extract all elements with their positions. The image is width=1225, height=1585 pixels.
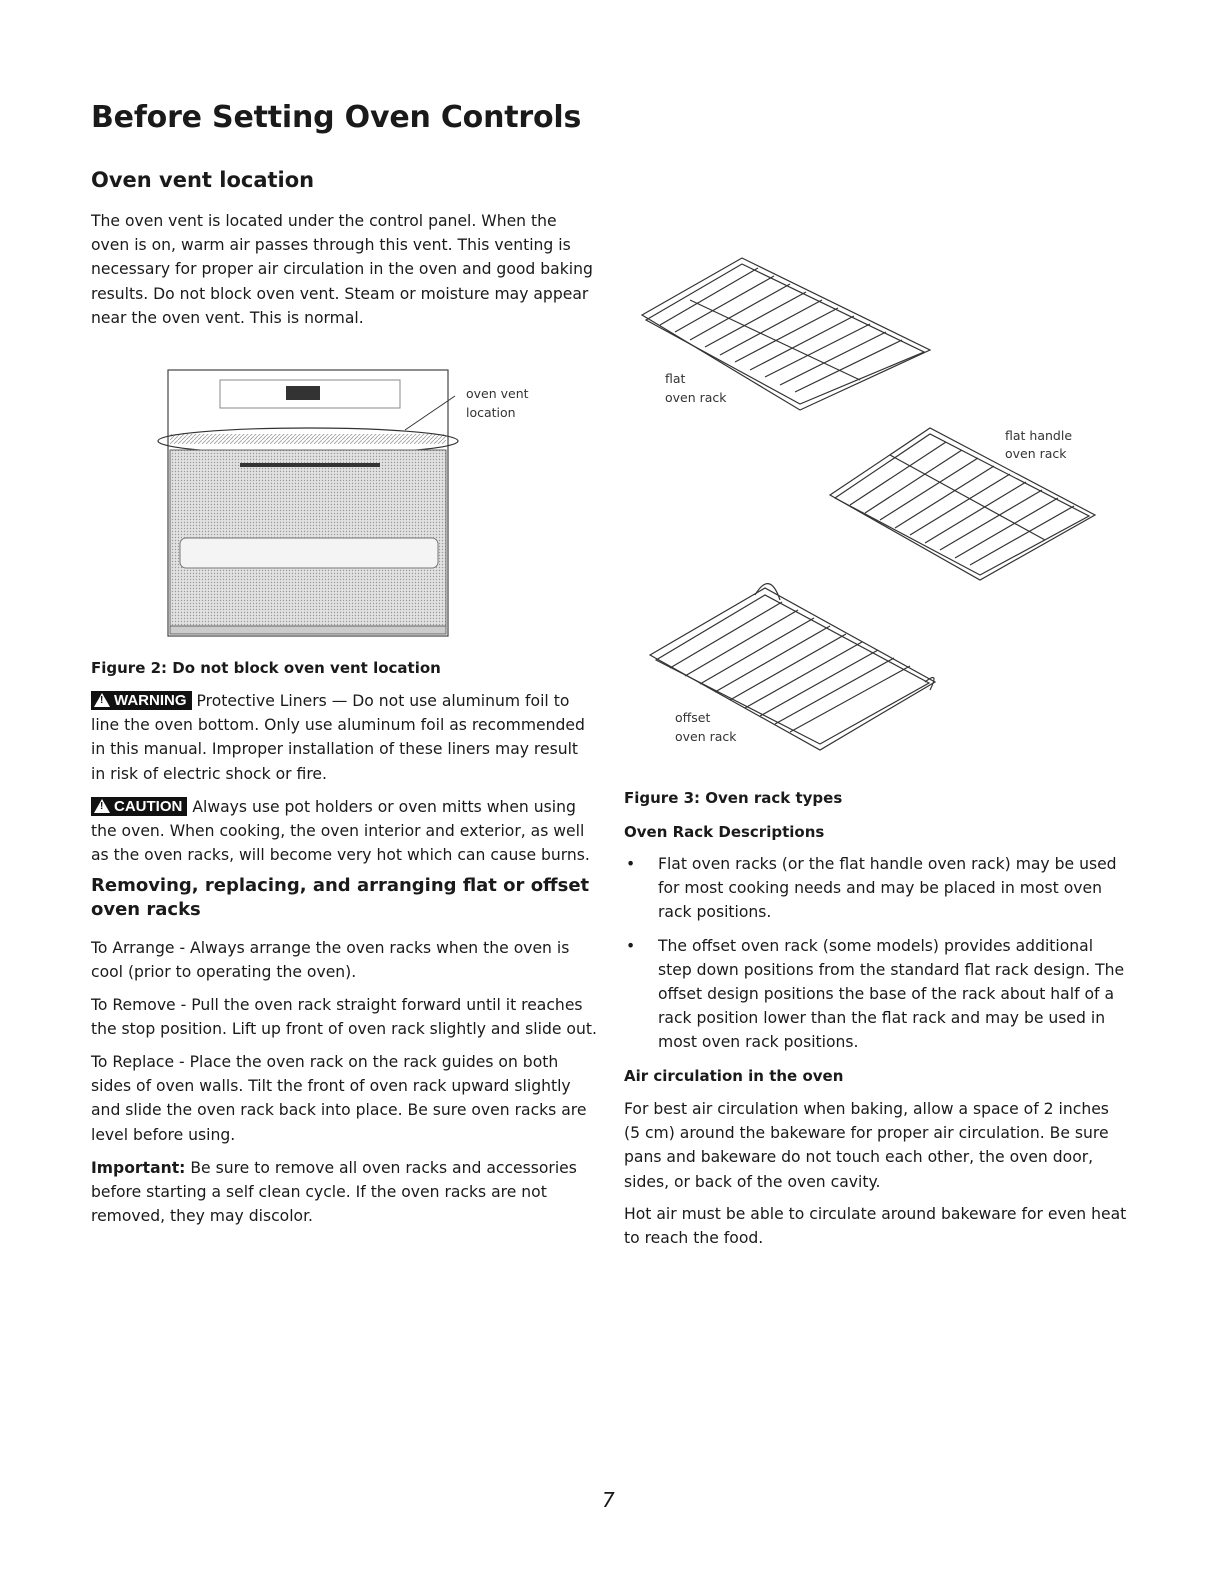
flat-rack-label-line2: oven rack (665, 390, 727, 405)
flat-rack-drawing (642, 258, 930, 410)
flat-rack-label-line1: flat (665, 371, 686, 386)
oven-rack-front (180, 538, 438, 568)
oven-vent (170, 434, 446, 444)
important-label: Important: (91, 1159, 186, 1177)
caution-triangle-icon: ! (94, 799, 110, 813)
caution-text: Always use pot holders or oven mitts when using the oven. When cooking, the oven interior and exterior, as well as the oven racks, will become very hot which can cause burns. (91, 798, 590, 865)
list-item: • Flat oven racks (or the flat handle oven rack) may be used for most cooking needs and may be placed in most oven rack positions. (624, 852, 1129, 925)
rack-descriptions-heading: Oven Rack Descriptions (624, 823, 825, 841)
important-paragraph (91, 1156, 596, 1229)
door-handle (240, 463, 380, 467)
oven-display (286, 386, 320, 400)
remove-paragraph: To Remove - Pull the oven rack straight forward until it reaches the stop position. Lift up front of oven rack slightly and slide out. (91, 996, 597, 1039)
air-circulation-paragraph-2: Hot air must be able to circulate around bakeware for even heat to reach the food. (624, 1205, 1127, 1248)
air-circulation-paragraph-1: For best air circulation when baking, allow a space of 2 inches (5 cm) around the bakeware for proper air circulation. Be sure pans and bakeware do not touch each other, the oven door, sides, or back of the oven cavity. (624, 1100, 1109, 1191)
page-title: Before Setting Oven Controls (91, 100, 582, 135)
air-circulation-heading: Air circulation in the oven (624, 1067, 844, 1085)
flat-handle-rack-label-line1: flat handle (1005, 428, 1073, 443)
figure-2-caption: Figure 2: Do not block oven vent location (91, 659, 441, 677)
important-text: Be sure to remove all oven racks and accessories before starting a self clean cycle. If the oven racks are not removed, they may discolor. (91, 1159, 577, 1226)
warning-triangle-icon: ! (94, 693, 110, 707)
section-heading-oven-vent: Oven vent location (91, 168, 315, 192)
oven-vent-figure (150, 368, 550, 640)
warning-paragraph (91, 689, 596, 786)
rack-description-list (624, 852, 1129, 1064)
page-number: 7 (602, 1488, 615, 1512)
oven-vent-paragraph: The oven vent is located under the control panel. When the oven is on, warm air passes through this vent. This venting is necessary for proper air circulation in the oven and good baking results. Do not block oven vent. Steam or moisture may appear near the oven vent. This is normal. (91, 212, 593, 327)
offset-rack-label-line2: oven rack (675, 729, 737, 744)
warning-badge: ! WARNING (91, 691, 192, 710)
oven-rack-figure (630, 250, 1150, 780)
vent-label-line2: location (466, 405, 516, 420)
arrange-paragraph: To Arrange - Always arrange the oven racks when the oven is cool (prior to operating the oven). (91, 939, 570, 982)
caution-badge: ! CAUTION (91, 797, 187, 816)
offset-rack-label-line1: offset (675, 710, 711, 725)
caution-paragraph (91, 795, 596, 868)
list-item: • The offset oven rack (some models) provides additional step down positions from the standard flat rack design. The offset design positions the base of the rack about half of a rack position lower than the flat rack and may be used in most oven rack positions. (624, 934, 1129, 1055)
replace-paragraph: To Replace - Place the oven rack on the rack guides on both sides of oven walls. Tilt the front of oven rack upward slightly and slide the oven rack back into place. Be sure oven racks are level before using. (91, 1053, 587, 1144)
offset-rack-drawing (650, 584, 935, 750)
figure-3-caption: Figure 3: Oven rack types (624, 789, 843, 807)
vent-label-line1: oven vent (466, 386, 529, 401)
section-heading-racks: Removing, replacing, and arranging flat or offset oven racks (91, 875, 590, 920)
flat-handle-rack-label-line2: oven rack (1005, 446, 1067, 461)
oven-base (170, 626, 446, 634)
warning-text: Protective Liners — Do not use aluminum foil to line the oven bottom. Only use aluminum foil as recommended in this manual. Improper installation of these liners may result in risk of electric shock or fire. (91, 692, 585, 783)
